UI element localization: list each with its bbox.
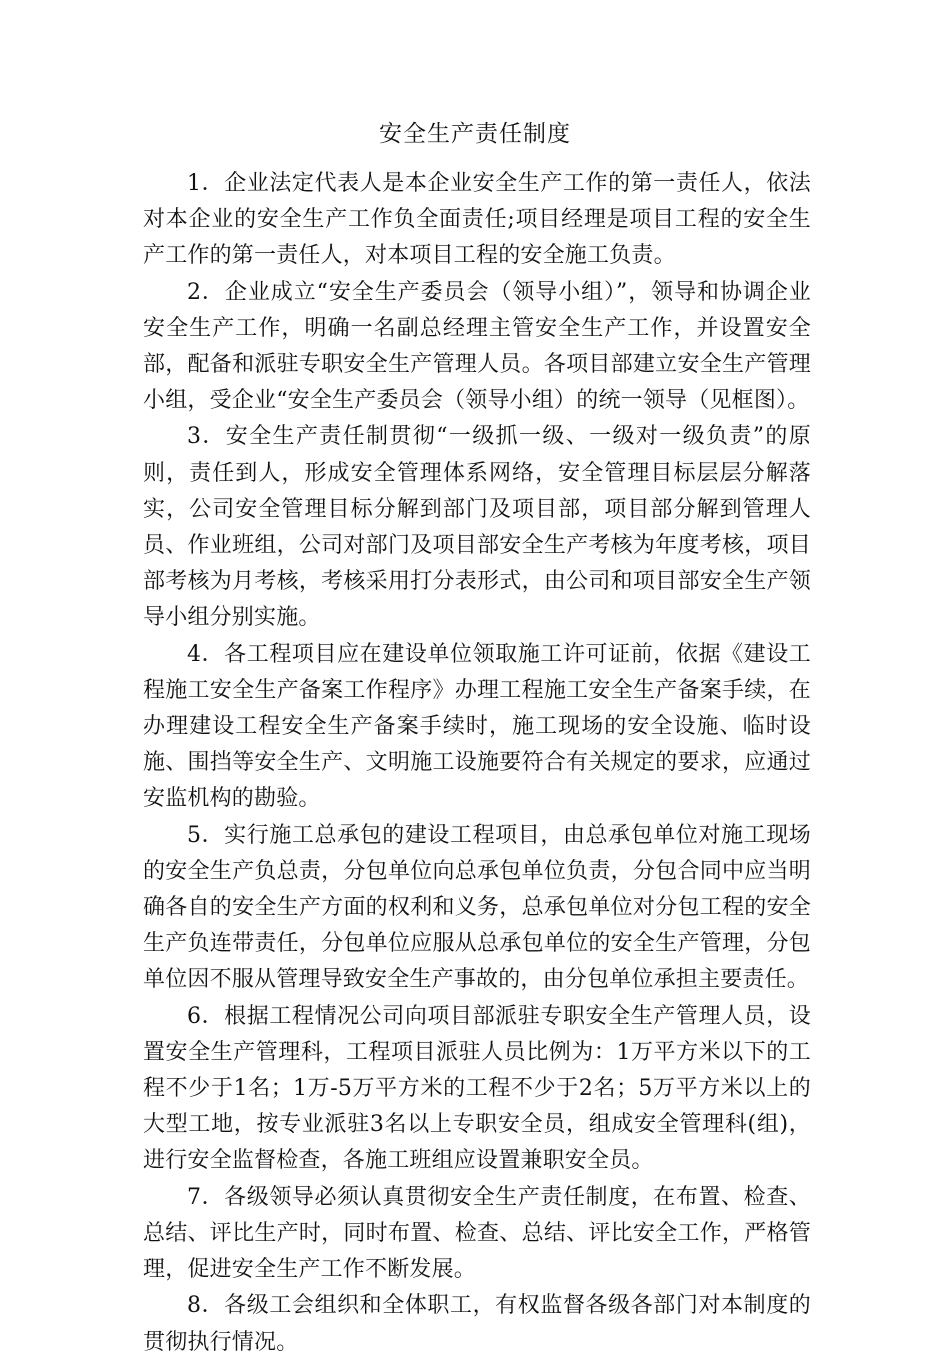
paragraph-5: 5．实行施工总承包的建设工程项目，由总承包单位对施工现场的安全生产负总责，分包单位向总承包单位负责，分包合同中应当明确各自的安全生产方面的权利和义务，总承包单位对分包工程的安全生产负连带责任，分包单位应服从总承包单位的安全生产管理，分包单位因不服从管理导致安全生产事故的，由分包单位承担主要责任。 (143, 822, 811, 993)
document-body (143, 166, 811, 1361)
paragraph-6: 6．根据工程情况公司向项目部派驻专职安全生产管理人员，设置安全生产管理科，工程项目派驻人员比例为：1万平方米以下的工程不少于1名；1万-5万平方米的工程不少于2名；5万平方米以上的大型工地，按专业派驻3名以上专职安全员，组成安全管理科(组)，进行安全监督检查，各施工班组应设置兼职安全员。 (143, 1003, 811, 1174)
paragraph-4: 4．各工程项目应在建设单位领取施工许可证前，依据《建设工程施工安全生产备案工作程序》办理工程施工安全生产备案手续，在办理建设工程安全生产备案手续时，施工现场的安全设施、临时设施、围挡等安全生产、文明施工设施要符合有关规定的要求，应通过安监机构的勘验。 (143, 641, 811, 812)
paragraph-2: 2．企业成立“安全生产委员会（领导小组）”，领导和协调企业安全生产工作，明确一名副总经理主管安全生产工作，并设置安全部，配备和派驻专职安全生产管理人员。各项目部建立安全生产管理小组，受企业“安全生产委员会（领导小组）的统一领导（见框图）。 (143, 279, 811, 414)
document-title: 安全生产责任制度 (379, 121, 571, 147)
paragraph-8: 8．各级工会组织和全体职工，有权监督各级各部门对本制度的贯彻执行情况。 (143, 1293, 811, 1355)
paragraph-7: 7．各级领导必须认真贯彻安全生产责任制度，在布置、检查、总结、评比生产时，同时布置、检查、总结、评比安全工作，严格管理，促进安全生产工作不断发展。 (143, 1184, 811, 1283)
paragraph-1: 1．企业法定代表人是本企业安全生产工作的第一责任人，依法对本企业的安全生产工作负全面责任;项目经理是项目工程的安全生产工作的第一责任人，对本项目工程的安全施工负责。 (143, 171, 811, 269)
paragraph-3: 3．安全生产责任制贯彻“一级抓一级、一级对一级负责”的原则，责任到人，形成安全管理体系网络，安全管理目标层层分解落实，公司安全管理目标分解到部门及项目部，项目部分解到管理人员、作业班组，公司对部门及项目部安全生产考核为年度考核，项目部考核为月考核，考核采用打分表形式，由公司和项目部安全生产领导小组分别实施。 (143, 424, 811, 631)
